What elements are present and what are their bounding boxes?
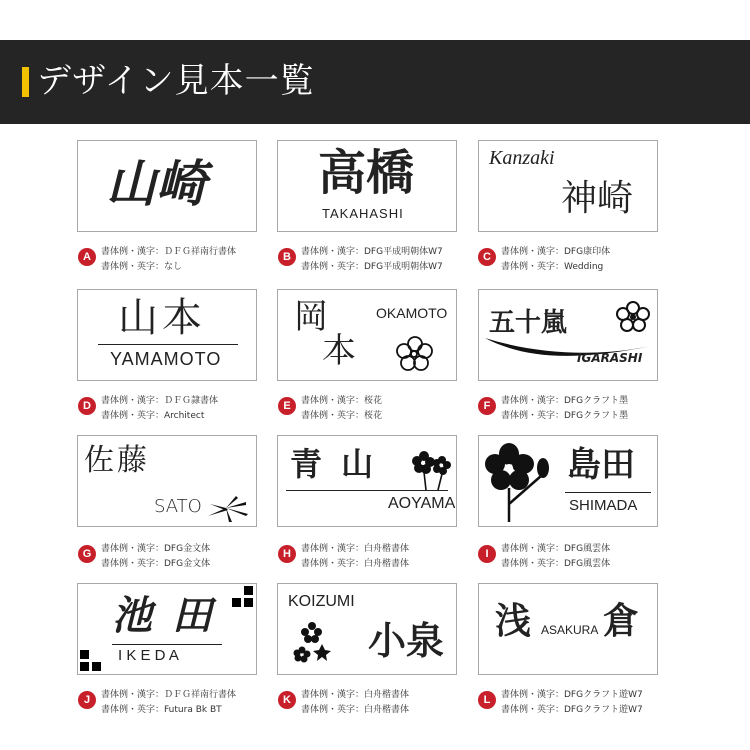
sample-f-english: IGARASHI bbox=[577, 351, 643, 365]
sample-b-kanji: 高橋 bbox=[318, 145, 415, 201]
caption-kanji-font: 書体例・漢字：DFG金文体 bbox=[101, 544, 211, 554]
sample-g-kanji: 佐藤 bbox=[84, 443, 150, 478]
caption-kanji-font: 書体例・漢字：DFG平成明朝体W7 bbox=[301, 247, 443, 257]
square-ornament bbox=[232, 598, 241, 607]
square-ornament bbox=[244, 586, 253, 595]
sample-badge-j: J bbox=[78, 691, 96, 709]
plum-blossom-icon bbox=[615, 300, 655, 336]
sample-k-kanji: 小泉 bbox=[368, 618, 445, 663]
sample-badge-l: L bbox=[478, 691, 496, 709]
caption-kanji-font: 書体例・漢字：DFG康印体 bbox=[501, 247, 611, 257]
caption-english-font: 書体例・英字：DFG金文体 bbox=[101, 559, 211, 569]
caption-english-font: 書体例・英字：DFG風雲体 bbox=[501, 559, 611, 569]
caption-english-font: 書体例・英字：Architect bbox=[101, 411, 205, 421]
sample-l-english: ASAKURA bbox=[541, 623, 599, 637]
sample-badge-h: H bbox=[278, 545, 296, 563]
caption-kanji-font: 書体例・漢字：桜花 bbox=[301, 396, 383, 406]
sample-k-english: KOIZUMI bbox=[288, 593, 355, 610]
divider-line bbox=[112, 644, 222, 645]
sample-l-kanji-1: 浅 bbox=[495, 601, 532, 642]
sample-badge-a: A bbox=[78, 248, 96, 266]
sample-a-kanji: 山崎 bbox=[106, 154, 206, 213]
sample-panel-e bbox=[277, 289, 457, 381]
sample-c-english: Kanzaki bbox=[489, 147, 555, 169]
caption-english-font: 書体例・英字：桜花 bbox=[301, 411, 383, 421]
sample-d-kanji: 山本 bbox=[118, 295, 206, 341]
header-accent-bar bbox=[22, 67, 29, 97]
divider-line bbox=[565, 492, 651, 493]
divider-line bbox=[286, 490, 448, 491]
sample-j-english: I K E D A bbox=[118, 647, 179, 664]
sample-panel-l bbox=[478, 583, 658, 675]
sample-caption-i bbox=[478, 539, 678, 573]
sample-caption-l bbox=[478, 685, 678, 719]
sample-caption-d bbox=[78, 391, 278, 425]
plum-flower-icon bbox=[412, 450, 454, 490]
caption-kanji-font: 書体例・漢字：ＤＦＧ隷書体 bbox=[101, 396, 219, 406]
caption-kanji-font: 書体例・漢字：白舟楷書体 bbox=[301, 690, 410, 700]
sample-panel-b bbox=[277, 140, 457, 232]
square-ornament bbox=[92, 662, 101, 671]
sample-panel-g bbox=[77, 435, 257, 527]
bamboo-icon bbox=[206, 494, 250, 524]
page-title: デザイン見本一覧 bbox=[37, 61, 315, 101]
square-ornament bbox=[80, 650, 89, 659]
sakura-flower-icon bbox=[393, 334, 443, 374]
sample-badge-i: I bbox=[478, 545, 496, 563]
caption-kanji-font: 書体例・漢字：DFGクラフト墨 bbox=[501, 396, 629, 406]
sample-h-kanji: 青 山 bbox=[290, 445, 378, 483]
sample-panel-k bbox=[277, 583, 457, 675]
sample-e-kanji-2: 本 bbox=[322, 331, 356, 371]
caption-english-font: 書体例・英字：DFGクラフト墨 bbox=[501, 411, 629, 421]
sample-panel-f bbox=[478, 289, 658, 381]
caption-english-font: 書体例・英字：白舟楷書体 bbox=[301, 705, 410, 715]
caption-kanji-font: 書体例・漢字：DFGクラフト遊W7 bbox=[501, 690, 643, 700]
caption-english-font: 書体例・英字：DFGクラフト遊W7 bbox=[501, 705, 643, 715]
hibiscus-flower-icon bbox=[485, 442, 555, 524]
caption-english-font: 書体例・英字：Futura Bk BT bbox=[101, 705, 222, 715]
sample-badge-e: E bbox=[278, 397, 296, 415]
sample-caption-c bbox=[478, 242, 678, 276]
caption-english-font: 書体例・英字：なし bbox=[101, 262, 183, 272]
sample-badge-g: G bbox=[78, 545, 96, 563]
sample-caption-f bbox=[478, 391, 678, 425]
sample-g-english: SATO bbox=[154, 496, 202, 517]
sample-e-english: OKAMOTO bbox=[376, 305, 448, 321]
caption-english-font: 書体例・英字：DFG平成明朝体W7 bbox=[301, 262, 443, 272]
sample-c-kanji: 神崎 bbox=[561, 178, 634, 219]
sample-caption-b bbox=[278, 242, 478, 276]
sample-f-kanji: 五十嵐 bbox=[489, 308, 568, 338]
sample-j-kanji: 池 田 bbox=[112, 592, 215, 639]
caption-english-font: 書体例・英字：白舟楷書体 bbox=[301, 559, 410, 569]
sample-panel-a bbox=[77, 140, 257, 232]
caption-kanji-font: 書体例・漢字：DFG風雲体 bbox=[501, 544, 611, 554]
sample-caption-j bbox=[78, 685, 278, 719]
sample-caption-g bbox=[78, 539, 278, 573]
sample-b-english: TAKAHASHI bbox=[322, 206, 404, 221]
caption-english-font: 書体例・英字：Wedding bbox=[501, 262, 604, 272]
caption-kanji-font: 書体例・漢字：ＤＦＧ祥南行書体 bbox=[101, 690, 237, 700]
sample-panel-c bbox=[478, 140, 658, 232]
square-ornament bbox=[80, 662, 89, 671]
divider-line bbox=[98, 344, 238, 345]
sample-i-kanji: 島田 bbox=[567, 445, 635, 485]
sample-panel-i bbox=[478, 435, 658, 527]
sample-badge-c: C bbox=[478, 248, 496, 266]
sample-e-kanji-1: 岡 bbox=[294, 297, 328, 337]
sample-panel-d bbox=[77, 289, 257, 381]
caption-kanji-font: 書体例・漢字：白舟楷書体 bbox=[301, 544, 410, 554]
sample-caption-e bbox=[278, 391, 478, 425]
sample-panel-h bbox=[277, 435, 457, 527]
header-banner bbox=[0, 40, 750, 124]
sample-badge-b: B bbox=[278, 248, 296, 266]
sample-badge-k: K bbox=[278, 691, 296, 709]
sample-badge-f: F bbox=[478, 397, 496, 415]
sample-caption-h bbox=[278, 539, 478, 573]
sample-caption-a bbox=[78, 242, 278, 276]
sample-d-english: YAMAMOTO bbox=[110, 349, 222, 369]
sample-h-english: AOYAMA bbox=[388, 495, 456, 512]
sample-l-kanji-2: 倉 bbox=[603, 601, 640, 642]
sample-i-english: SHIMADA bbox=[569, 497, 638, 514]
sakura-flowers-icon bbox=[292, 620, 336, 660]
sample-badge-d: D bbox=[78, 397, 96, 415]
sample-panel-j bbox=[77, 583, 257, 675]
caption-kanji-font: 書体例・漢字：ＤＦＧ祥南行書体 bbox=[101, 247, 237, 257]
sample-caption-k bbox=[278, 685, 478, 719]
square-ornament bbox=[244, 598, 253, 607]
